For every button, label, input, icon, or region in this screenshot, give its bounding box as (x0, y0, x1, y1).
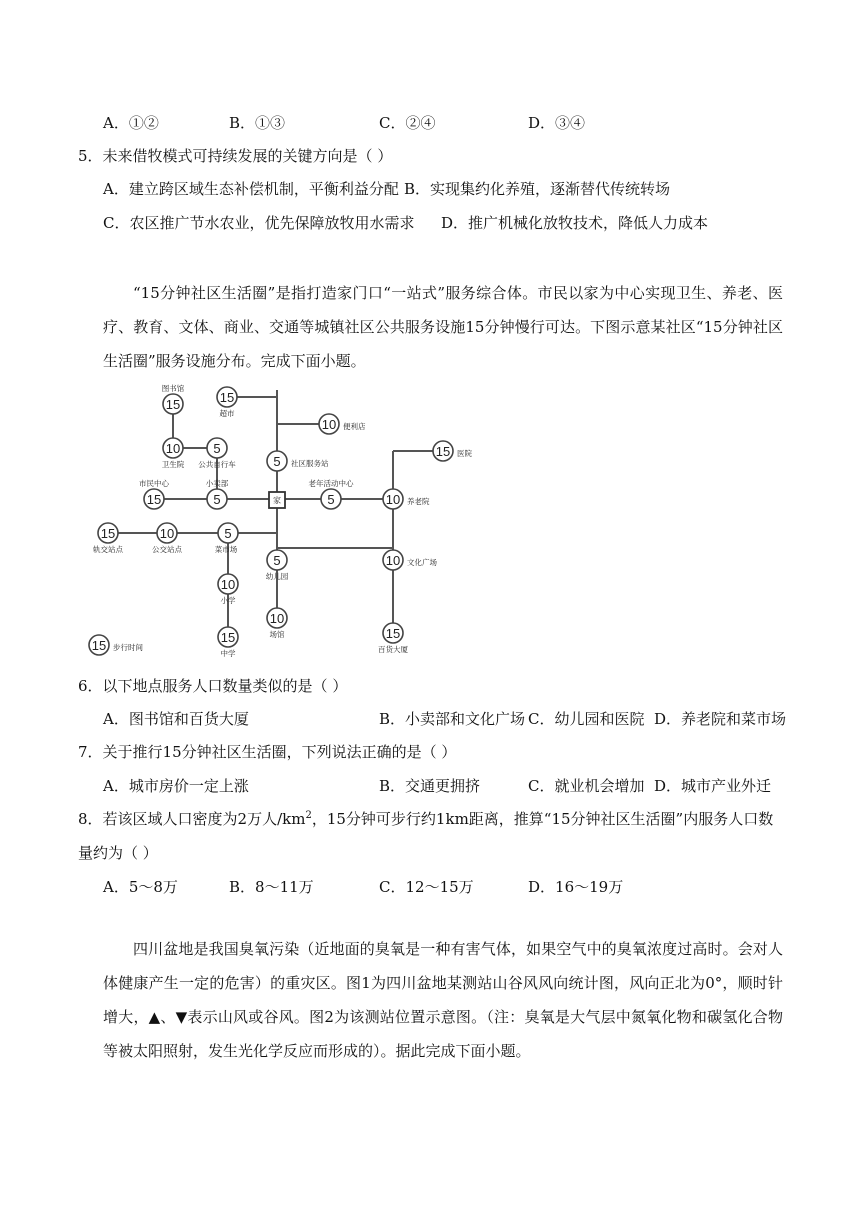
passage-community-circle: “15分钟社区生活圈”是指打造家门口“一站式”服务综合体。市民以家为中心实现卫生、养老、医疗、教育、文体、商业、交通等城镇社区公共服务设施15分钟慢行可达。下图示意某社区“15分钟社区生活圈”服务设施分布。完成下面小题。 (103, 284, 783, 370)
map-node-label: 市民中心 (139, 479, 169, 488)
map-node-minutes: 10 (220, 577, 236, 592)
q6-option-b: B．小卖部和文化广场 (379, 710, 526, 728)
map-node-hospital (433, 441, 472, 461)
map-node-market (215, 523, 238, 554)
q8-option-d: D．16～19万 (528, 878, 624, 896)
map-node-label: 文化广场 (407, 558, 437, 567)
map-home-label: 家 (273, 496, 281, 505)
q8-stem-line2: 量约为（ ） (78, 844, 158, 862)
q8-option-a: A．5～8万 (103, 878, 178, 896)
map-node-label: 场馆 (269, 630, 285, 639)
map-node-nursing (383, 489, 430, 509)
map-node-minutes: 15 (220, 630, 236, 645)
map-node-label: 公交站点 (152, 545, 182, 554)
map-node-home (269, 492, 285, 508)
map-node-label: 图书馆 (161, 384, 185, 393)
map-node-minutes: 10 (165, 441, 181, 456)
map-node-minutes: 5 (273, 553, 281, 568)
map-node-label: 便利店 (343, 422, 366, 431)
q6-option-a: A．图书馆和百货大厦 (103, 710, 249, 728)
map-node-label: 超市 (219, 409, 235, 418)
q7-option-b: B．交通更拥挤 (379, 777, 481, 795)
map-node-shop (206, 478, 229, 509)
map-node-elderly-act (309, 478, 354, 509)
map-node-service (267, 451, 329, 471)
map-node-label: 医院 (457, 449, 472, 458)
map-node-label: 小学 (220, 596, 236, 605)
map-node-minutes: 10 (385, 553, 401, 568)
map-node-plaza (383, 550, 437, 570)
map-node-label: 菜市场 (214, 545, 238, 554)
map-node-label: 小卖部 (205, 479, 229, 488)
map-node-minutes: 15 (100, 526, 116, 541)
map-node-label: 轨交站点 (93, 545, 123, 554)
map-node-minutes: 15 (91, 638, 107, 653)
map-node-mall (378, 623, 408, 654)
map-node-minutes: 5 (273, 454, 281, 469)
q7-option-d: D．城市产业外迁 (654, 777, 772, 795)
map-node-minutes: 15 (165, 397, 181, 412)
q7-option-a: A．城市房价一定上涨 (103, 777, 249, 795)
q4-option-a: A．①② (103, 114, 159, 132)
map-node-library (162, 383, 185, 414)
map-node-minutes: 10 (385, 492, 401, 507)
map-node-label: 公共自行车 (198, 460, 236, 469)
map-node-minutes: 15 (435, 444, 451, 459)
map-node-civic (139, 478, 169, 509)
map-node-minutes: 5 (224, 526, 232, 541)
q5-option-b: B．实现集约化养殖，逐渐替代传统转场 (404, 180, 671, 198)
map-node-label: 百货大厦 (378, 645, 408, 654)
map-node-label: 卫生院 (161, 460, 185, 469)
q7-stem: 7．关于推行15分钟社区生活圈，下列说法正确的是（ ） (78, 743, 457, 761)
map-node-bike (198, 438, 236, 469)
map-node-minutes: 15 (385, 626, 401, 641)
q4-option-c: C．②④ (379, 114, 436, 132)
q8-option-c: C．12～15万 (379, 878, 474, 896)
map-node-label: 老年活动中心 (308, 479, 354, 488)
q6-option-d: D．养老院和菜市场 (654, 710, 787, 728)
q7-option-c: C．就业机会增加 (528, 777, 645, 795)
map-node-label: 社区服务站 (291, 459, 329, 468)
q6-stem: 6．以下地点服务人口数量类似的是（ ） (78, 677, 348, 695)
map-node-label: 步行时间 (113, 643, 143, 652)
map-node-minutes: 15 (146, 492, 162, 507)
q6-option-c: C．幼儿园和医院 (528, 710, 645, 728)
map-node-minutes: 5 (327, 492, 335, 507)
map-node-minutes: 10 (159, 526, 175, 541)
map-node-label: 幼儿园 (265, 572, 289, 581)
map-node-kinder (266, 550, 289, 581)
q5-option-c: C．农区推广节水农业，优先保障放牧用水需求 (103, 214, 415, 232)
q5-option-a: A．建立跨区域生态补偿机制，平衡利益分配 (103, 180, 399, 198)
map-node-supermarket (217, 387, 237, 418)
map-node-primary (218, 574, 238, 605)
map-node-minutes: 5 (213, 441, 221, 456)
map-node-rail (93, 523, 123, 554)
map-node-clinic (162, 438, 185, 469)
q5-option-d: D．推广机械化放牧技术，降低人力成本 (441, 214, 709, 232)
map-node-minutes: 10 (269, 611, 285, 626)
map-node-label: 养老院 (407, 497, 430, 506)
map-node-middle (218, 627, 238, 658)
map-node-minutes: 15 (219, 390, 235, 405)
map-node-convenience (319, 414, 366, 434)
map-node-legend (89, 635, 143, 655)
map-node-minutes: 10 (321, 417, 337, 432)
map-node-gym (267, 608, 287, 639)
map-node-label: 中学 (220, 649, 236, 658)
q4-option-b: B．①③ (229, 114, 286, 132)
map-node-bus (152, 523, 182, 554)
community-facility-map (86, 382, 472, 662)
map-node-minutes: 5 (213, 492, 221, 507)
q4-option-d: D．③④ (528, 114, 586, 132)
q8-option-b: B．8～11万 (229, 878, 314, 896)
q5-stem: 5．未来借牧模式可持续发展的关键方向是（ ） (78, 147, 393, 165)
q8-stem: 8．若该区域人口密度为2万人$/km^2$，15分钟可步行约1km距离，推算“15分钟社区生活圈”内服务人口数 (78, 810, 774, 828)
passage-sichuan-ozone: 四川盆地是我国臭氧污染（近地面的臭氧是一种有害气体，如果空气中的臭氧浓度过高时。会对人体健康产生一定的危害）的重灾区。图1为四川盆地某测站山谷风风向统计图，风向正北为0°，顺时针增大，▲、▼表示山风或谷风。图2为该测站位置示意图。（注：臭氧是大气层中氮氧化物和碳氢化合物等被太阳照射，发生光化学反应而形成的）。据此完成下面小题。 (103, 940, 783, 1060)
